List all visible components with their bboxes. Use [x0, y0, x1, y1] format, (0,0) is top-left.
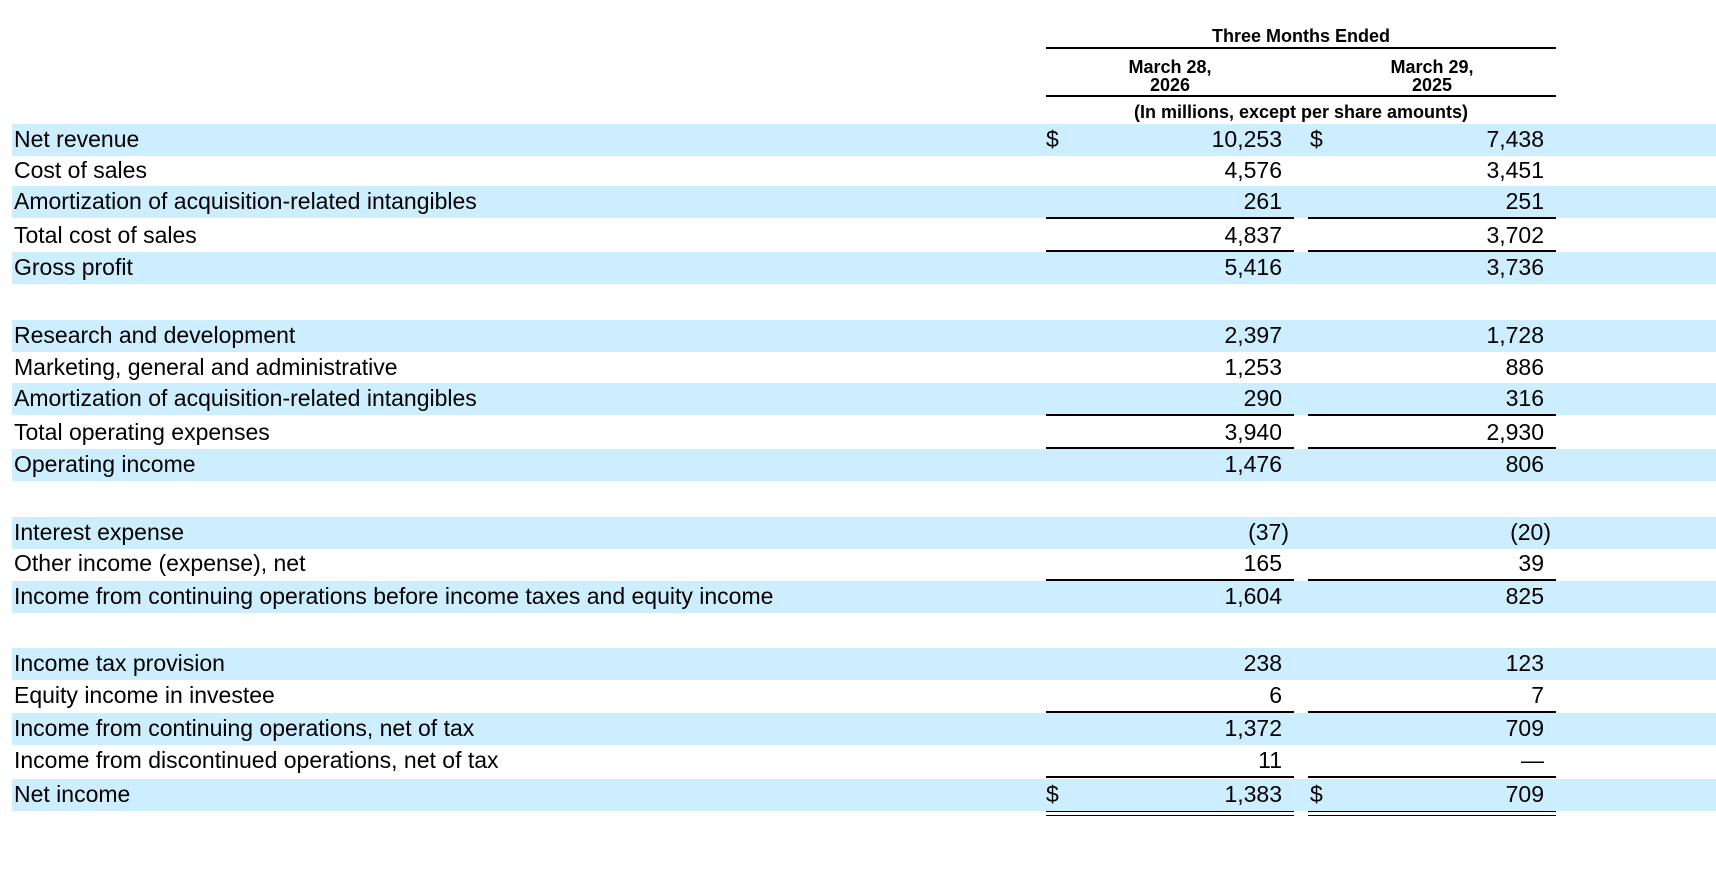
value-2025: 7	[1531, 682, 1544, 708]
row-label: Total operating expenses	[14, 419, 270, 445]
row-label: Amortization of acquisition-related intangibles	[14, 385, 477, 411]
column-header-line2: 2026	[1149, 75, 1191, 95]
row-shading	[12, 124, 1716, 156]
value-2025: 316	[1505, 385, 1544, 411]
value-2025: 806	[1505, 451, 1544, 477]
row-label: Total cost of sales	[14, 222, 197, 248]
total-double-rule	[1308, 815, 1556, 816]
table-row-net-revenue	[0, 124, 1716, 156]
currency-symbol: $	[1310, 781, 1323, 807]
currency-symbol: $	[1046, 126, 1059, 152]
column-header-line1: March 28,	[1128, 57, 1212, 77]
value-2025: 825	[1505, 583, 1544, 609]
value-2026: 1,253	[1224, 354, 1282, 380]
value-2026: 2,397	[1224, 322, 1282, 348]
subtotal-rule	[1046, 217, 1294, 219]
value-2026: 11	[1258, 747, 1282, 773]
value-2025: —	[1521, 747, 1544, 773]
value-2026: (37)	[1248, 519, 1289, 545]
row-label: Interest expense	[14, 519, 185, 545]
table-row-income-before-taxes	[0, 581, 1716, 613]
subtotal-rule	[1046, 414, 1294, 416]
value-2025: 3,736	[1486, 254, 1544, 280]
subtotal-rule	[1308, 414, 1556, 416]
table-row-other-income	[0, 548, 1716, 580]
column-header-rule	[1046, 95, 1556, 97]
subtotal-rule	[1308, 217, 1556, 219]
table-row-marketing-general-admin	[0, 352, 1716, 384]
value-2025: 3,451	[1486, 157, 1544, 183]
row-label: Income from discontinued operations, net of tax	[14, 747, 499, 773]
value-2026: 4,837	[1224, 222, 1282, 248]
table-row-total-operating-expenses	[0, 417, 1716, 449]
table-row-equity-income	[0, 680, 1716, 712]
header-rule	[1046, 47, 1556, 49]
column-header-line2: 2025	[1411, 75, 1453, 95]
subtotal-rule	[1308, 776, 1556, 778]
period-header: Three Months Ended	[1211, 26, 1390, 46]
value-2025: 1,728	[1486, 322, 1544, 348]
value-2026: 1,604	[1224, 583, 1282, 609]
table-row-income-tax-provision	[0, 648, 1716, 680]
column-header-2026	[1072, 58, 1268, 94]
column-header-2025	[1334, 58, 1530, 94]
table-row-gross-profit	[0, 252, 1716, 284]
value-2025: 3,702	[1486, 222, 1544, 248]
table-row-cost-of-sales	[0, 155, 1716, 187]
value-2025: (20)	[1510, 519, 1551, 545]
value-2026: 1,476	[1224, 451, 1282, 477]
value-2025: 123	[1505, 650, 1544, 676]
table-row-total-cost-of-sales	[0, 220, 1716, 252]
value-2025: 886	[1505, 354, 1544, 380]
value-2025: 709	[1505, 715, 1544, 741]
table-row-research-development	[0, 320, 1716, 352]
value-2026: 10,253	[1211, 126, 1282, 152]
subtotal-rule	[1046, 776, 1294, 778]
value-2026: 290	[1243, 385, 1282, 411]
units-note: (In millions, except per share amounts)	[1133, 102, 1469, 122]
value-2026: 6	[1269, 682, 1282, 708]
table-row-income-discontinued	[0, 745, 1716, 777]
row-label: Net revenue	[14, 126, 140, 152]
row-label: Amortization of acquisition-related intangibles	[14, 188, 477, 214]
row-label: Cost of sales	[14, 157, 147, 183]
value-2026: 3,940	[1224, 419, 1282, 445]
column-header-line1: March 29,	[1390, 57, 1474, 77]
row-shading	[12, 779, 1716, 811]
row-label: Gross profit	[14, 254, 133, 280]
row-label: Net income	[14, 781, 131, 807]
row-label: Income from continuing operations, net of tax	[14, 715, 475, 741]
row-shading	[12, 252, 1716, 284]
table-row-income-continuing-net	[0, 713, 1716, 745]
currency-symbol: $	[1046, 781, 1059, 807]
row-label: Income tax provision	[14, 650, 225, 676]
row-label: Operating income	[14, 451, 196, 477]
table-row-operating-income	[0, 449, 1716, 481]
row-shading	[12, 517, 1716, 549]
value-2025: 2,930	[1486, 419, 1544, 445]
value-2025: 709	[1505, 781, 1544, 807]
table-row-net-income	[0, 779, 1716, 811]
value-2025: 39	[1518, 550, 1544, 576]
row-label: Research and development	[14, 322, 296, 348]
value-2025: 251	[1505, 188, 1544, 214]
total-double-rule	[1046, 815, 1294, 816]
table-row-amortization-operating	[0, 383, 1716, 415]
value-2026: 5,416	[1224, 254, 1282, 280]
value-2026: 261	[1243, 188, 1282, 214]
row-label: Marketing, general and administrative	[14, 354, 398, 380]
table-row-amortization-cost	[0, 186, 1716, 218]
value-2025: 7,438	[1486, 126, 1544, 152]
row-label: Income from continuing operations before income taxes and equity income	[14, 583, 774, 609]
value-2026: 165	[1243, 550, 1282, 576]
total-double-rule	[1308, 811, 1556, 812]
value-2026: 238	[1243, 650, 1282, 676]
value-2026: 1,383	[1224, 781, 1282, 807]
table-row-interest-expense	[0, 517, 1716, 549]
row-label: Other income (expense), net	[14, 550, 306, 576]
row-shading	[12, 648, 1716, 680]
row-label: Equity income in investee	[14, 682, 275, 708]
row-shading	[12, 449, 1716, 481]
currency-symbol: $	[1310, 126, 1323, 152]
value-2026: 4,576	[1224, 157, 1282, 183]
total-double-rule	[1046, 811, 1294, 812]
value-2026: 1,372	[1224, 715, 1282, 741]
